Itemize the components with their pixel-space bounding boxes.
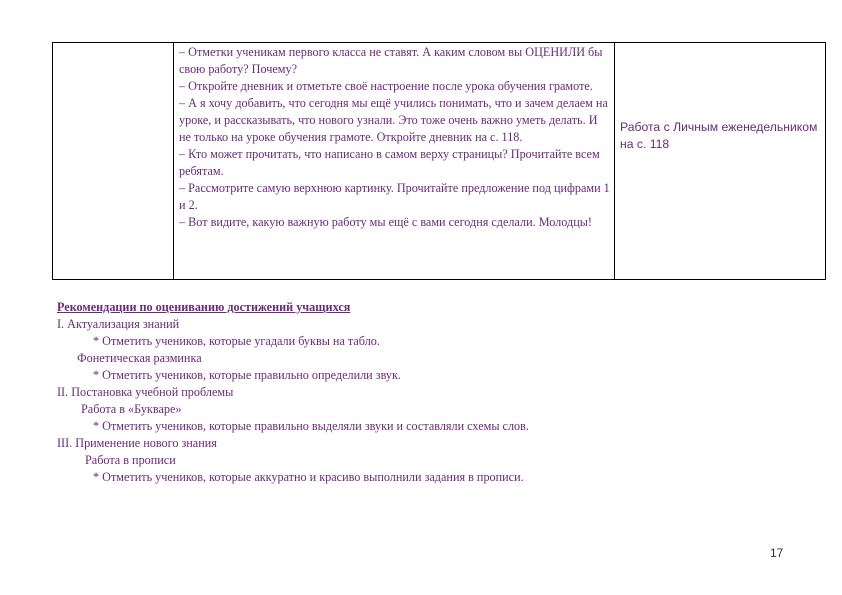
dialog-line: – А я хочу добавить, что сегодня мы ещё учились понимать, что и зачем делаем на уроке, и рассказывать, что нового узнали. Это тоже очень важно уметь делать. И не только на уроке обучения грамоте. Откройте дневник на с. 118.	[179, 96, 608, 144]
stage-heading: II. Постановка учебной проблемы	[57, 385, 234, 399]
page-number: 17	[770, 546, 784, 560]
stage-heading: III. Применение нового знания	[57, 436, 217, 450]
stage-heading: I. Актуализация знаний	[57, 317, 180, 331]
dialog-line: – Отметки ученикам первого класса не ставят. А каким словом вы ОЦЕНИЛИ бы свою работу? Почему?	[179, 45, 603, 76]
substage-heading: Работа в «Букваре»	[81, 402, 182, 416]
stage-cell	[53, 43, 174, 280]
activity-note: Работа с Личным еженедельником на с. 118	[620, 120, 818, 151]
recommendations-title: Рекомендации по оцениванию достижений учащихся	[57, 300, 351, 314]
recommendation-item: * Отметить учеников, которые правильно определили звук.	[93, 368, 401, 382]
table-row	[53, 43, 826, 280]
dialog-line: – Откройте дневник и отметьте своё настроение после урока обучения грамоте.	[179, 79, 593, 93]
recommendation-item: * Отметить учеников, которые правильно выделяли звуки и составляли схемы слов.	[93, 419, 529, 433]
substage-heading: Работа в прописи	[85, 453, 176, 467]
teacher-dialog	[174, 43, 614, 231]
recommendation-item: * Отметить учеников, которые угадали буквы на табло.	[93, 334, 380, 348]
lesson-table	[52, 42, 826, 280]
recommendations-section	[57, 299, 777, 486]
substage-heading: Фонетическая разминка	[77, 351, 202, 365]
recommendation-item: * Отметить учеников, которые аккуратно и красиво выполнили задания в прописи.	[93, 470, 524, 484]
dialog-line: – Кто может прочитать, что написано в самом верху страницы? Прочитайте всем ребятам.	[179, 147, 600, 178]
activity-cell	[615, 43, 826, 280]
dialog-line: – Рассмотрите самую верхнюю картинку. Прочитайте предложение под цифрами 1 и 2.	[179, 181, 610, 212]
dialog-line: – Вот видите, какую важную работу мы ещё с вами сегодня сделали. Молодцы!	[179, 215, 592, 229]
teacher-dialog-cell	[174, 43, 615, 280]
